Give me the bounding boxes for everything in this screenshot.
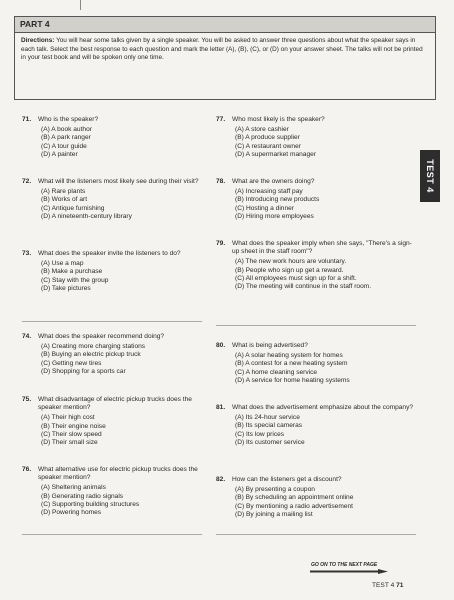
- answer-option: (A) A book author: [41, 126, 92, 134]
- answer-option: (B) A contest for a new heating system: [235, 360, 348, 368]
- directions-box: [14, 16, 436, 100]
- separator-line: [22, 321, 202, 322]
- footer-test-label: TEST 4: [372, 582, 395, 589]
- answer-option: (B) People who sign up get a reward.: [235, 266, 344, 274]
- question-75: 75. What disadvantage of electric pickup trucks does the speaker mention? (A) Their high cost (B) Their engine noise (C) Their slow speed (D) Their small size: [22, 396, 200, 447]
- answer-option: (D) Shopping for a sports car: [41, 367, 126, 375]
- directions-text: [15, 33, 435, 67]
- answer-option: (C) Its low prices: [235, 430, 285, 438]
- answer-option: (C) A tour guide: [41, 142, 87, 150]
- question-81: 81. What does the advertisement emphasize about the company? (A) Its 24-hour service (B) Its special cameras (C) Its low prices (D) Its customer service: [216, 404, 416, 447]
- answer-option: (A) By presenting a coupon: [235, 486, 315, 494]
- answer-option: (A) The new work hours are voluntary.: [235, 258, 347, 266]
- question-78: 78. What are the owners doing? (A) Increasing staff pay (B) Introducing new products (C) Hosting a dinner (D) Hiring more employees: [216, 178, 416, 221]
- answer-option: (C) A home cleaning service: [235, 368, 318, 376]
- question-80: 80. What is being advertised? (A) A solar heating system for homes (B) A contest for a new heating system (C) A home cleaning service (D) A service for home heating systems: [216, 342, 416, 385]
- answer-option: (C) A restaurant owner: [235, 142, 301, 150]
- answer-option: (B) A produce supplier: [235, 134, 300, 142]
- answer-option: (C) Their slow speed: [41, 430, 102, 438]
- question-77: 77. Who most likely is the speaker? (A) A store cashier (B) A produce supplier (C) A restaurant owner (D) A supermarket manager: [216, 116, 416, 159]
- top-margin-line: [80, 0, 81, 10]
- answer-option: (B) Make a purchase: [41, 268, 103, 276]
- answer-option: (C) Stay with the group: [41, 276, 109, 284]
- question-76: 76. What alternative use for electric pickup trucks does the speaker mention? (A) Sheltering animals (B) Generating radio signals (C) Supporting building structures (D) Powering homes: [22, 466, 200, 517]
- answer-option: (D) A nineteenth-century library: [41, 212, 132, 220]
- separator-line: [216, 534, 416, 535]
- answer-option: (A) Its 24-hour service: [235, 414, 300, 422]
- answer-option: (D) A painter: [41, 150, 78, 158]
- answer-option: (D) Hiring more employees: [235, 212, 314, 220]
- page-number: 71: [396, 582, 404, 589]
- question-73: 73. What does the speaker invite the listeners to do? (A) Use a map (B) Make a purchase (C) Stay with the group (D) Take pictures: [22, 250, 200, 293]
- answer-option: (B) Buying an electric pickup truck: [41, 351, 141, 359]
- arrow-right-icon: [310, 569, 388, 574]
- answer-option: (B) By scheduling an appointment online: [235, 494, 354, 502]
- answer-option: (D) The meeting will continue in the staff room.: [235, 283, 372, 291]
- answer-option: (B) Its special cameras: [235, 422, 303, 430]
- answer-option: (D) Its customer service: [235, 438, 305, 446]
- question-79: 79. What does the speaker imply when she says, "There's a sign-up sheet in the staff room"? (A) The new work hours are voluntary. (B) People who sign up get a reward. (C) All employees must sign up for a shift. (D) The meeting will continue in the staff room.: [216, 240, 416, 291]
- directions-label: Directions:: [21, 37, 55, 44]
- question-74: 74. What does the speaker recommend doing? (A) Creating more charging stations (B) Buying an electric pickup truck (C) Getting new tires (D) Shopping for a sports car: [22, 333, 200, 376]
- answer-option: (B) Works of art: [41, 196, 88, 204]
- question-71: 71. Who is the speaker? (A) A book author (B) A park ranger (C) A tour guide (D) A painter: [22, 116, 200, 159]
- answer-option: (A) Rare plants: [41, 188, 86, 196]
- answer-option: (D) Powering homes: [41, 509, 102, 517]
- answer-option: (D) By joining a mailing list: [235, 510, 313, 518]
- directions-body: You will hear some talks given by a single speaker. You will be asked to answer three questions about what the speaker says in each talk. Select the best response to each question and mark the letter (A), (B), (C), or (D) on your answer sheet. The talks will not be printed in your test book and will be spoken only one time.: [21, 37, 423, 62]
- answer-option: (C) By mentioning a radio advertisement: [235, 502, 354, 510]
- answer-option: (D) A service for home heating systems: [235, 376, 350, 384]
- answer-option: (C) All employees must sign up for a shift.: [235, 274, 357, 282]
- answer-option: (C) Getting new tires: [41, 359, 102, 367]
- separator-line: [216, 325, 416, 326]
- question-82: 82. How can the listeners get a discount? (A) By presenting a coupon (B) By scheduling an appointment online (C) By mentioning a radio advertisement (D) By joining a mailing list: [216, 476, 416, 519]
- question-72: 72. What will the listeners most likely see during their visit? (A) Rare plants (B) Works of art (C) Antique furnishing (D) A nineteenth-century library: [22, 178, 199, 220]
- answer-option: (B) Their engine noise: [41, 422, 106, 430]
- answer-option: (A) Increasing staff pay: [235, 188, 303, 196]
- answer-option: (D) Take pictures: [41, 284, 91, 292]
- test-tab: TEST 4: [420, 150, 440, 202]
- answer-option: (A) Use a map: [41, 260, 84, 268]
- answer-option: (D) Their small size: [41, 439, 98, 447]
- answer-option: (C) Supporting building structures: [41, 500, 140, 508]
- answer-option: (C) Hosting a dinner: [235, 204, 295, 212]
- answer-option: (B) Generating radio signals: [41, 492, 124, 500]
- answer-option: (B) Introducing new products: [235, 196, 320, 204]
- answer-option: (A) A store cashier: [235, 126, 289, 134]
- answer-option: (A) Sheltering animals: [41, 484, 106, 492]
- part-title: PART 4: [15, 17, 435, 33]
- separator-line: [22, 534, 202, 535]
- answer-option: (D) A supermarket manager: [235, 150, 316, 158]
- answer-option: (B) A park ranger: [41, 134, 91, 142]
- answer-option: (A) A solar heating system for homes: [235, 352, 343, 360]
- answer-option: (A) Their high cost: [41, 414, 95, 422]
- page-footer: [372, 582, 403, 589]
- answer-option: (A) Creating more charging stations: [41, 343, 146, 351]
- answer-option: (C) Antique furnishing: [41, 204, 105, 212]
- go-on-label: GO ON TO THE NEXT PAGE: [311, 562, 378, 568]
